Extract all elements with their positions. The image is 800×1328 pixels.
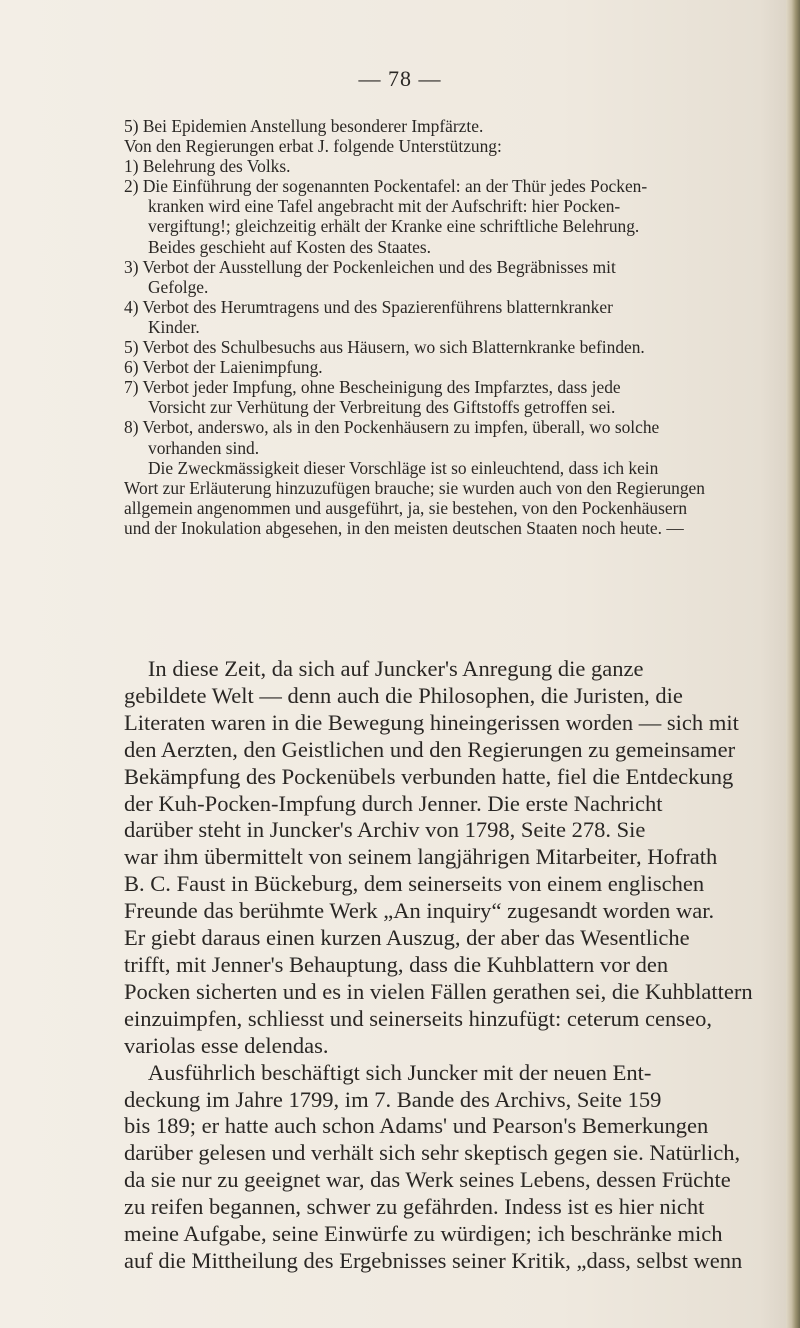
small-text-line: 5) Bei Epidemien Anstellung besonderer Impfärzte.: [124, 116, 484, 136]
small-text-line: 7) Verbot jeder Impfung, ohne Bescheinigung des Impfarztes, dass jede: [124, 377, 621, 398]
small-text-line: 4) Verbot des Herumtragens und des Spazierenführens blatternkranker: [124, 296, 613, 317]
main-text-line: da sie nur zu geeignet war, das Werk seines Lebens, dessen Früchte: [124, 1167, 731, 1193]
main-text-line: auf die Mittheilung des Ergebnisses seiner Kritik, „dass, selbst wenn: [124, 1247, 743, 1273]
small-text-line: vorhanden sind.: [148, 437, 260, 458]
main-text-line: zu reifen begannen, schwer zu gefährden. Indess ist es hier nicht: [124, 1194, 705, 1220]
page-edge-binding: [786, 0, 800, 1328]
main-text-line: darüber gelesen und verhält sich sehr skeptisch gegen sie. Natürlich,: [124, 1140, 741, 1166]
small-text-line: 8) Verbot, anderswo, als in den Pockenhäusern zu impfen, überall, wo solche: [124, 417, 660, 438]
main-text-line: der Kuh-Pocken-Impfung durch Jenner. Die erste Nachricht: [124, 790, 663, 816]
main-text-line: den Aerzten, den Geistlichen und den Regierungen zu gemeinsamer: [124, 736, 736, 762]
footnote-block-small-print: [124, 116, 764, 538]
main-text-line: Er giebt daraus einen kurzen Auszug, der aber das Wesentliche: [124, 925, 690, 951]
small-text-line: kranken wird eine Tafel angebracht mit der Aufschrift: hier Pocken-: [148, 196, 621, 217]
main-text-line: deckung im Jahre 1799, im 7. Bande des Archivs, Seite 159: [124, 1086, 662, 1112]
main-text-line: Pocken sicherten und es in vielen Fällen gerathen sei, die Kuhblattern: [124, 978, 753, 1004]
main-text-line: meine Aufgabe, seine Einwürfe zu würdigen; ich beschränke mich: [124, 1221, 723, 1247]
small-text-line: 3) Verbot der Ausstellung der Pockenleichen und des Begräbnisses mit: [124, 256, 616, 277]
small-text-line: 6) Verbot der Laienimpfung.: [124, 357, 323, 378]
small-text-line: Gefolge.: [148, 276, 209, 297]
main-text-line: bis 189; er hatte auch schon Adams' und Pearson's Bemerkungen: [124, 1113, 709, 1139]
main-text-line: Bekämpfung des Pockenübels verbunden hatte, fiel die Entdeckung: [124, 763, 734, 789]
small-text-line: vergiftung!; gleichzeitig erhält der Kranke eine schriftliche Belehrung.: [148, 216, 640, 237]
main-text-line: In diese Zeit, da sich auf Juncker's Anregung die ganze: [147, 656, 644, 681]
main-text-line: B. C. Faust in Bückeburg, dem seinerseits von einem englischen: [124, 871, 705, 897]
main-text-line: variolas esse delendas.: [124, 1032, 329, 1058]
main-text-line: Freunde das berühmte Werk „An inquiry“ zugesandt worden war.: [124, 898, 715, 924]
main-text-line: war ihm übermittelt von seinem langjährigen Mitarbeiter, Hofrath: [124, 844, 718, 870]
main-text-line: Literaten waren in die Bewegung hineingerissen worden — sich mit: [124, 709, 739, 735]
small-text-line: Beides geschieht auf Kosten des Staates.: [148, 236, 432, 257]
main-text-block: [124, 656, 774, 1275]
main-text-line: einzuimpfen, schliesst und seinerseits hinzufügt: ceterum censeo,: [124, 1005, 712, 1031]
main-text-line: trifft, mit Jenner's Behauptung, dass die Kuhblattern vor den: [124, 951, 669, 977]
small-text-line: und der Inokulation abgesehen, in den meisten deutschen Staaten noch heute. —: [124, 517, 684, 538]
small-text-line: 5) Verbot des Schulbesuchs aus Häusern, wo sich Blatternkranke befinden.: [124, 337, 645, 358]
page-number: — 78 —: [358, 66, 442, 91]
small-text-line: Die Zweckmässigkeit dieser Vorschläge ist so einleuchtend, dass ich kein: [148, 457, 659, 478]
main-text-line: gebildete Welt — denn auch die Philosophen, die Juristen, die: [124, 682, 683, 708]
small-text-line: Kinder.: [148, 316, 200, 337]
small-text-line: Vorsicht zur Verhütung der Verbreitung des Giftstoffs getroffen sei.: [148, 397, 616, 418]
small-text-line: 2) Die Einführung der sogenannten Pockentafel: an der Thür jedes Pocken-: [124, 176, 648, 197]
small-text-line: Wort zur Erläuterung hinzuzufügen brauche; sie wurden auch von den Regierungen: [124, 477, 705, 498]
main-text-line: darüber steht in Juncker's Archiv von 1798, Seite 278. Sie: [124, 817, 646, 843]
small-text-line: 1) Belehrung des Volks.: [124, 156, 291, 177]
main-text-line: Ausführlich beschäftigt sich Juncker mit der neuen Ent-: [147, 1059, 652, 1085]
small-text-line: Von den Regierungen erbat J. folgende Unterstützung:: [124, 136, 502, 157]
small-text-line: allgemein angenommen und ausgeführt, ja, sie bestehen, von den Pockenhäusern: [124, 497, 688, 518]
